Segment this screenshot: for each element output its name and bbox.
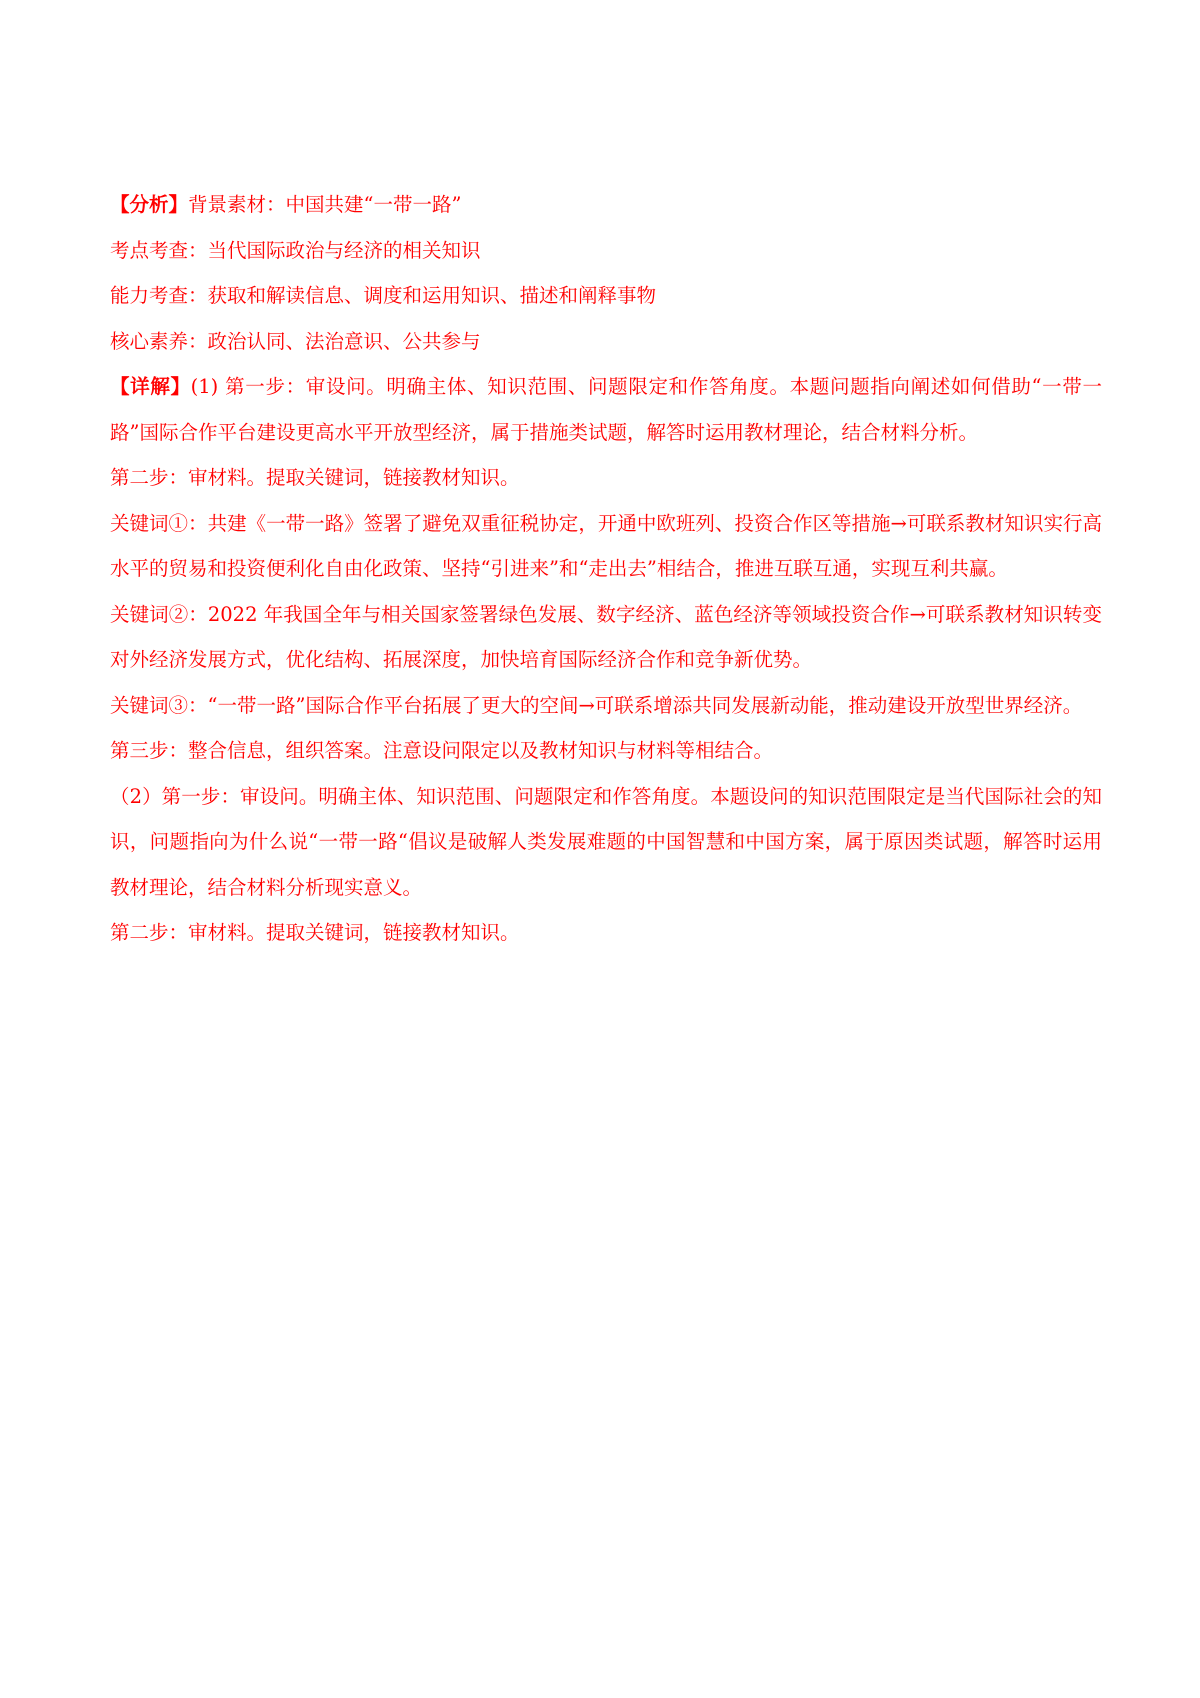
keyword2-paragraph: 关键词②：2022 年我国全年与相关国家签署绿色发展、数字经济、蓝色经济等领域投资合作→可联系教材知识转变对外经济发展方式，优化结构、拓展深度，加快培育国际经济合作和竞争新优势。 xyxy=(110,602,1102,671)
keyword3-paragraph: 关键词③：“一带一路”国际合作平台拓展了更大的空间→可联系增添共同发展新动能，推动建设开放型世界经济。 xyxy=(110,693,1083,717)
exam-point-line: 考点考查：当代国际政治与经济的相关知识 xyxy=(110,238,481,262)
ability-line: 能力考查：获取和解读信息、调度和运用知识、描述和阐释事物 xyxy=(110,284,657,307)
analysis-label: 【分析】 xyxy=(110,193,189,216)
detail-q1-step1-paragraph xyxy=(110,364,1102,455)
q1-step1-text: (1) 第一步：审设问。明确主体、知识范围、问题限定和作答角度。本题问题指向阐述如何借助“一带一路”国际合作平台建设更高水平开放型经济，属于措施类试题，解答时运用教材理论，结合材料分析。 xyxy=(110,375,1102,444)
detail-label: 【详解】 xyxy=(110,375,191,398)
analysis-background-text: 背景素材：中国共建“一带一路” xyxy=(188,193,462,216)
answer-analysis-section xyxy=(110,182,1102,956)
keyword1-paragraph: 关键词①：共建《一带一路》签署了避免双重征税协定，开通中欧班列、投资合作区等措施→可联系教材知识实行高水平的贸易和投资便利化自由化政策、坚持“引进来”和“走出去”相结合，推进互联互通，实现互利共赢。 xyxy=(110,511,1102,580)
analysis-background-line xyxy=(110,182,1102,228)
core-literacy-line: 核心素养：政治认同、法治意识、公共参与 xyxy=(110,329,481,353)
q2-step2-line: 第二步：审材料。提取关键词，链接教材知识。 xyxy=(110,921,520,944)
q1-step2-line: 第二步：审材料。提取关键词，链接教材知识。 xyxy=(110,466,520,489)
q1-step3-line: 第三步：整合信息，组织答案。注意设问限定以及教材知识与材料等相结合。 xyxy=(110,739,774,762)
q2-step1-paragraph: （2）第一步：审设问。明确主体、知识范围、问题限定和作答角度。本题设问的知识范围限定是当代国际社会的知识，问题指向为什么说“一带一路“倡议是破解人类发展难题的中国智慧和中国方案，属于原因类试题，解答时运用教材理论，结合材料分析现实意义。 xyxy=(110,784,1102,899)
